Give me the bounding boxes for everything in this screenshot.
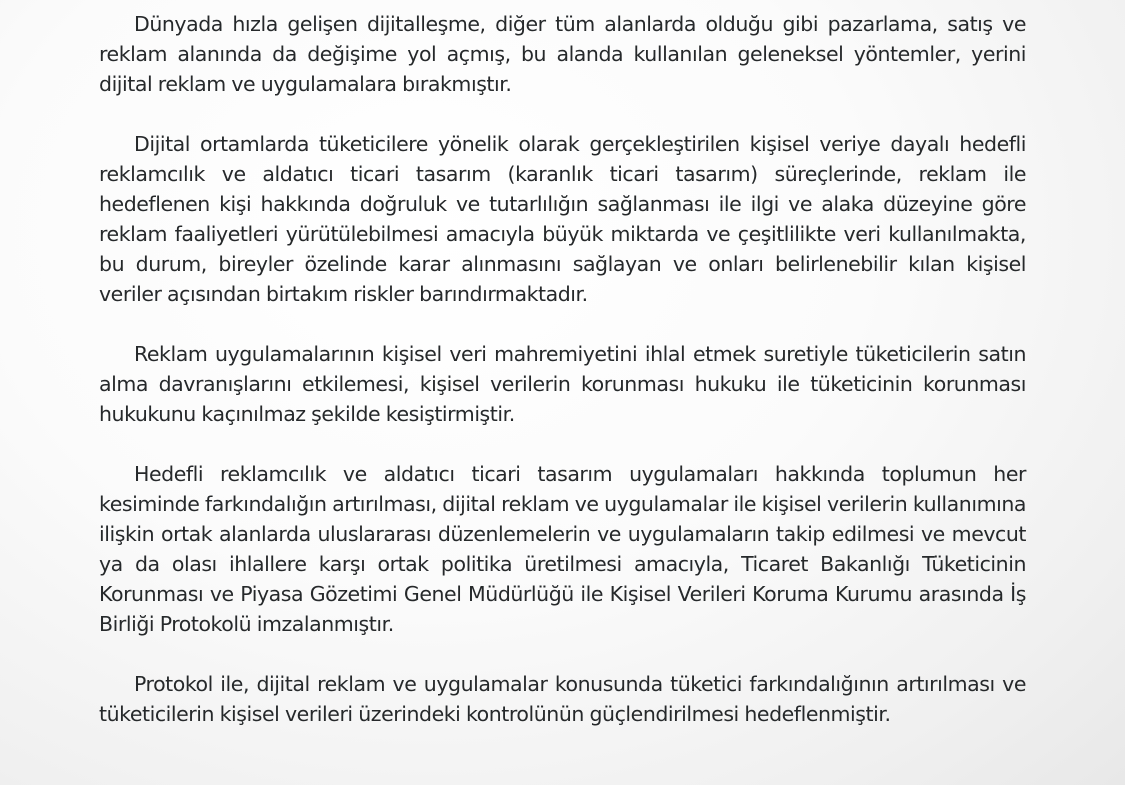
paragraph-targeted-advertising: Dijital ortamlarda tüketicilere yönelik olarak gerçekleştirilen kişisel veriye dayalı hedefli reklamcılık ve aldatıcı ticari tasarım (karanlık ticari tasarım) süreçlerinde, reklam ile hedeflenen kişi hakkında doğruluk ve tutarlılığın sağlanması ile ilgi ve alaka düzeyine göre reklam faaliyetleri yürütülebilmesi amacıyla büyük miktarda ve çeşitlilikte veri kullanılmakta, bu durum, bireyler özelinde karar alınmasını sağlayan ve onları belirlenebilir kılan kişisel veriler açısından birtakım riskler barındırmaktadır. <box>99 132 1026 306</box>
paragraph-protocol-goal: Protokol ile, dijital reklam ve uygulamalar konusunda tüketici farkındalığının artırılması ve tüketicilerin kişisel verileri üzerindeki kontrolünün güçlendirilmesi hedeflenmiştir. <box>99 672 1026 726</box>
paragraph-digitalization: Dünyada hızla gelişen dijitalleşme, diğer tüm alanlarda olduğu gibi pazarlama, satış ve reklam alanında da değişime yol açmış, bu alanda kullanılan geleneksel yöntemler, yerini dijital reklam ve uygulamalara bırakmıştır. <box>99 12 1026 96</box>
document-body <box>99 9 1026 729</box>
paragraph-privacy-law: Reklam uygulamalarının kişisel veri mahremiyetini ihlal etmek suretiyle tüketicilerin satın alma davranışlarını etkilemesi, kişisel verilerin korunması hukuku ile tüketicinin korunması hukukunu kaçınılmaz şekilde kesiştirmiştir. <box>99 342 1026 426</box>
paragraph-cooperation-protocol: Hedefli reklamcılık ve aldatıcı ticari tasarım uygulamaları hakkında toplumun her kesiminde farkındalığın artırılması, dijital reklam ve uygulamalar ile kişisel verilerin kullanımına ilişkin ortak alanlarda uluslararası düzenlemelerin ve uygulamaların takip edilmesi ve mevcut ya da olası ihlallere karşı ortak politika üretilmesi amacıyla, Ticaret Bakanlığı Tüketicinin Korunması ve Piyasa Gözetimi Genel Müdürlüğü ile Kişisel Verileri Koruma Kurumu arasında İş Birliği Protokolü imzalanmıştır. <box>99 462 1026 636</box>
